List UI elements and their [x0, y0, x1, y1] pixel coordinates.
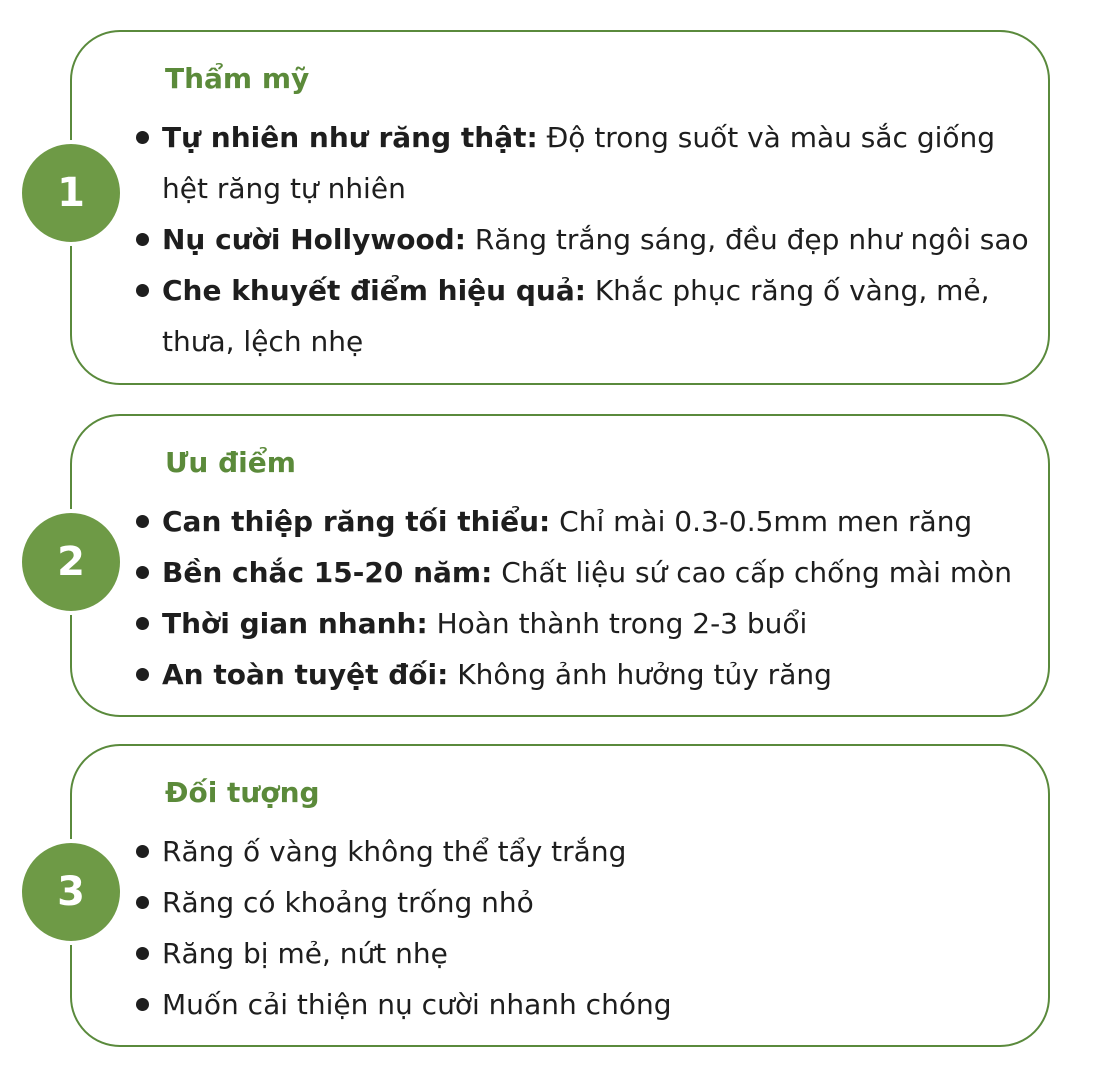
section-title: Đối tượng [165, 776, 320, 809]
bullet-icon [136, 233, 149, 246]
bullet-icon [136, 566, 149, 579]
item-text: Chất liệu sứ cao cấp chống mài mòn [492, 556, 1012, 589]
list-item [134, 547, 1054, 598]
bullet-icon [136, 668, 149, 681]
list-item [134, 214, 1054, 265]
list-item [134, 598, 1054, 649]
bullet-icon [136, 284, 149, 297]
item-text-continued: hệt răng tự nhiên [162, 172, 406, 205]
list-item [134, 928, 1054, 979]
section-title: Thẩm mỹ [165, 62, 310, 95]
item-text: Chỉ mài 0.3-0.5mm men răng [550, 505, 973, 538]
list-item [134, 826, 1054, 877]
section-title: Ưu điểm [165, 446, 296, 479]
section-number-badge: 2 [18, 509, 124, 615]
bullet-icon [136, 515, 149, 528]
bullet-icon [136, 998, 149, 1011]
section-card-aesthetics [57, 30, 1050, 385]
list-item [134, 979, 1054, 1030]
bullet-icon [136, 617, 149, 630]
bullet-icon [136, 947, 149, 960]
item-heading: Nụ cười Hollywood: [162, 223, 466, 256]
bullet-icon [136, 896, 149, 909]
section-number-badge: 3 [18, 839, 124, 945]
list-item [134, 877, 1054, 928]
item-heading: Tự nhiên như răng thật: [162, 121, 538, 154]
item-text: Khắc phục răng ố vàng, mẻ, [585, 274, 990, 307]
item-heading: An toàn tuyệt đối: [162, 658, 449, 691]
feature-list [134, 826, 1054, 1030]
item-heading: Can thiệp răng tối thiểu: [162, 505, 551, 538]
bullet-icon [136, 131, 149, 144]
feature-list [134, 496, 1054, 700]
section-number-badge: 1 [18, 140, 124, 246]
item-text: Độ trong suốt và màu sắc giống [537, 121, 996, 154]
item-text: Không ảnh hưởng tủy răng [448, 658, 832, 691]
item-text: Răng bị mẻ, nứt nhẹ [162, 937, 448, 970]
list-item [134, 649, 1054, 700]
item-heading: Che khuyết điểm hiệu quả: [162, 274, 586, 307]
item-text: Răng trắng sáng, đều đẹp như ngôi sao [465, 223, 1029, 256]
list-item [134, 112, 1054, 214]
list-item [134, 496, 1054, 547]
feature-list [134, 112, 1054, 367]
bullet-icon [136, 845, 149, 858]
section-card-advantages [57, 414, 1050, 717]
item-text: Hoàn thành trong 2-3 buổi [427, 607, 808, 640]
item-text-continued: thưa, lệch nhẹ [162, 325, 364, 358]
item-text: Răng ố vàng không thể tẩy trắng [162, 835, 627, 868]
item-heading: Thời gian nhanh: [162, 607, 428, 640]
item-text: Muốn cải thiện nụ cười nhanh chóng [162, 988, 672, 1021]
section-card-candidates [57, 744, 1050, 1047]
item-text: Răng có khoảng trống nhỏ [162, 886, 534, 919]
list-item [134, 265, 1054, 367]
item-heading: Bền chắc 15-20 năm: [162, 556, 493, 589]
